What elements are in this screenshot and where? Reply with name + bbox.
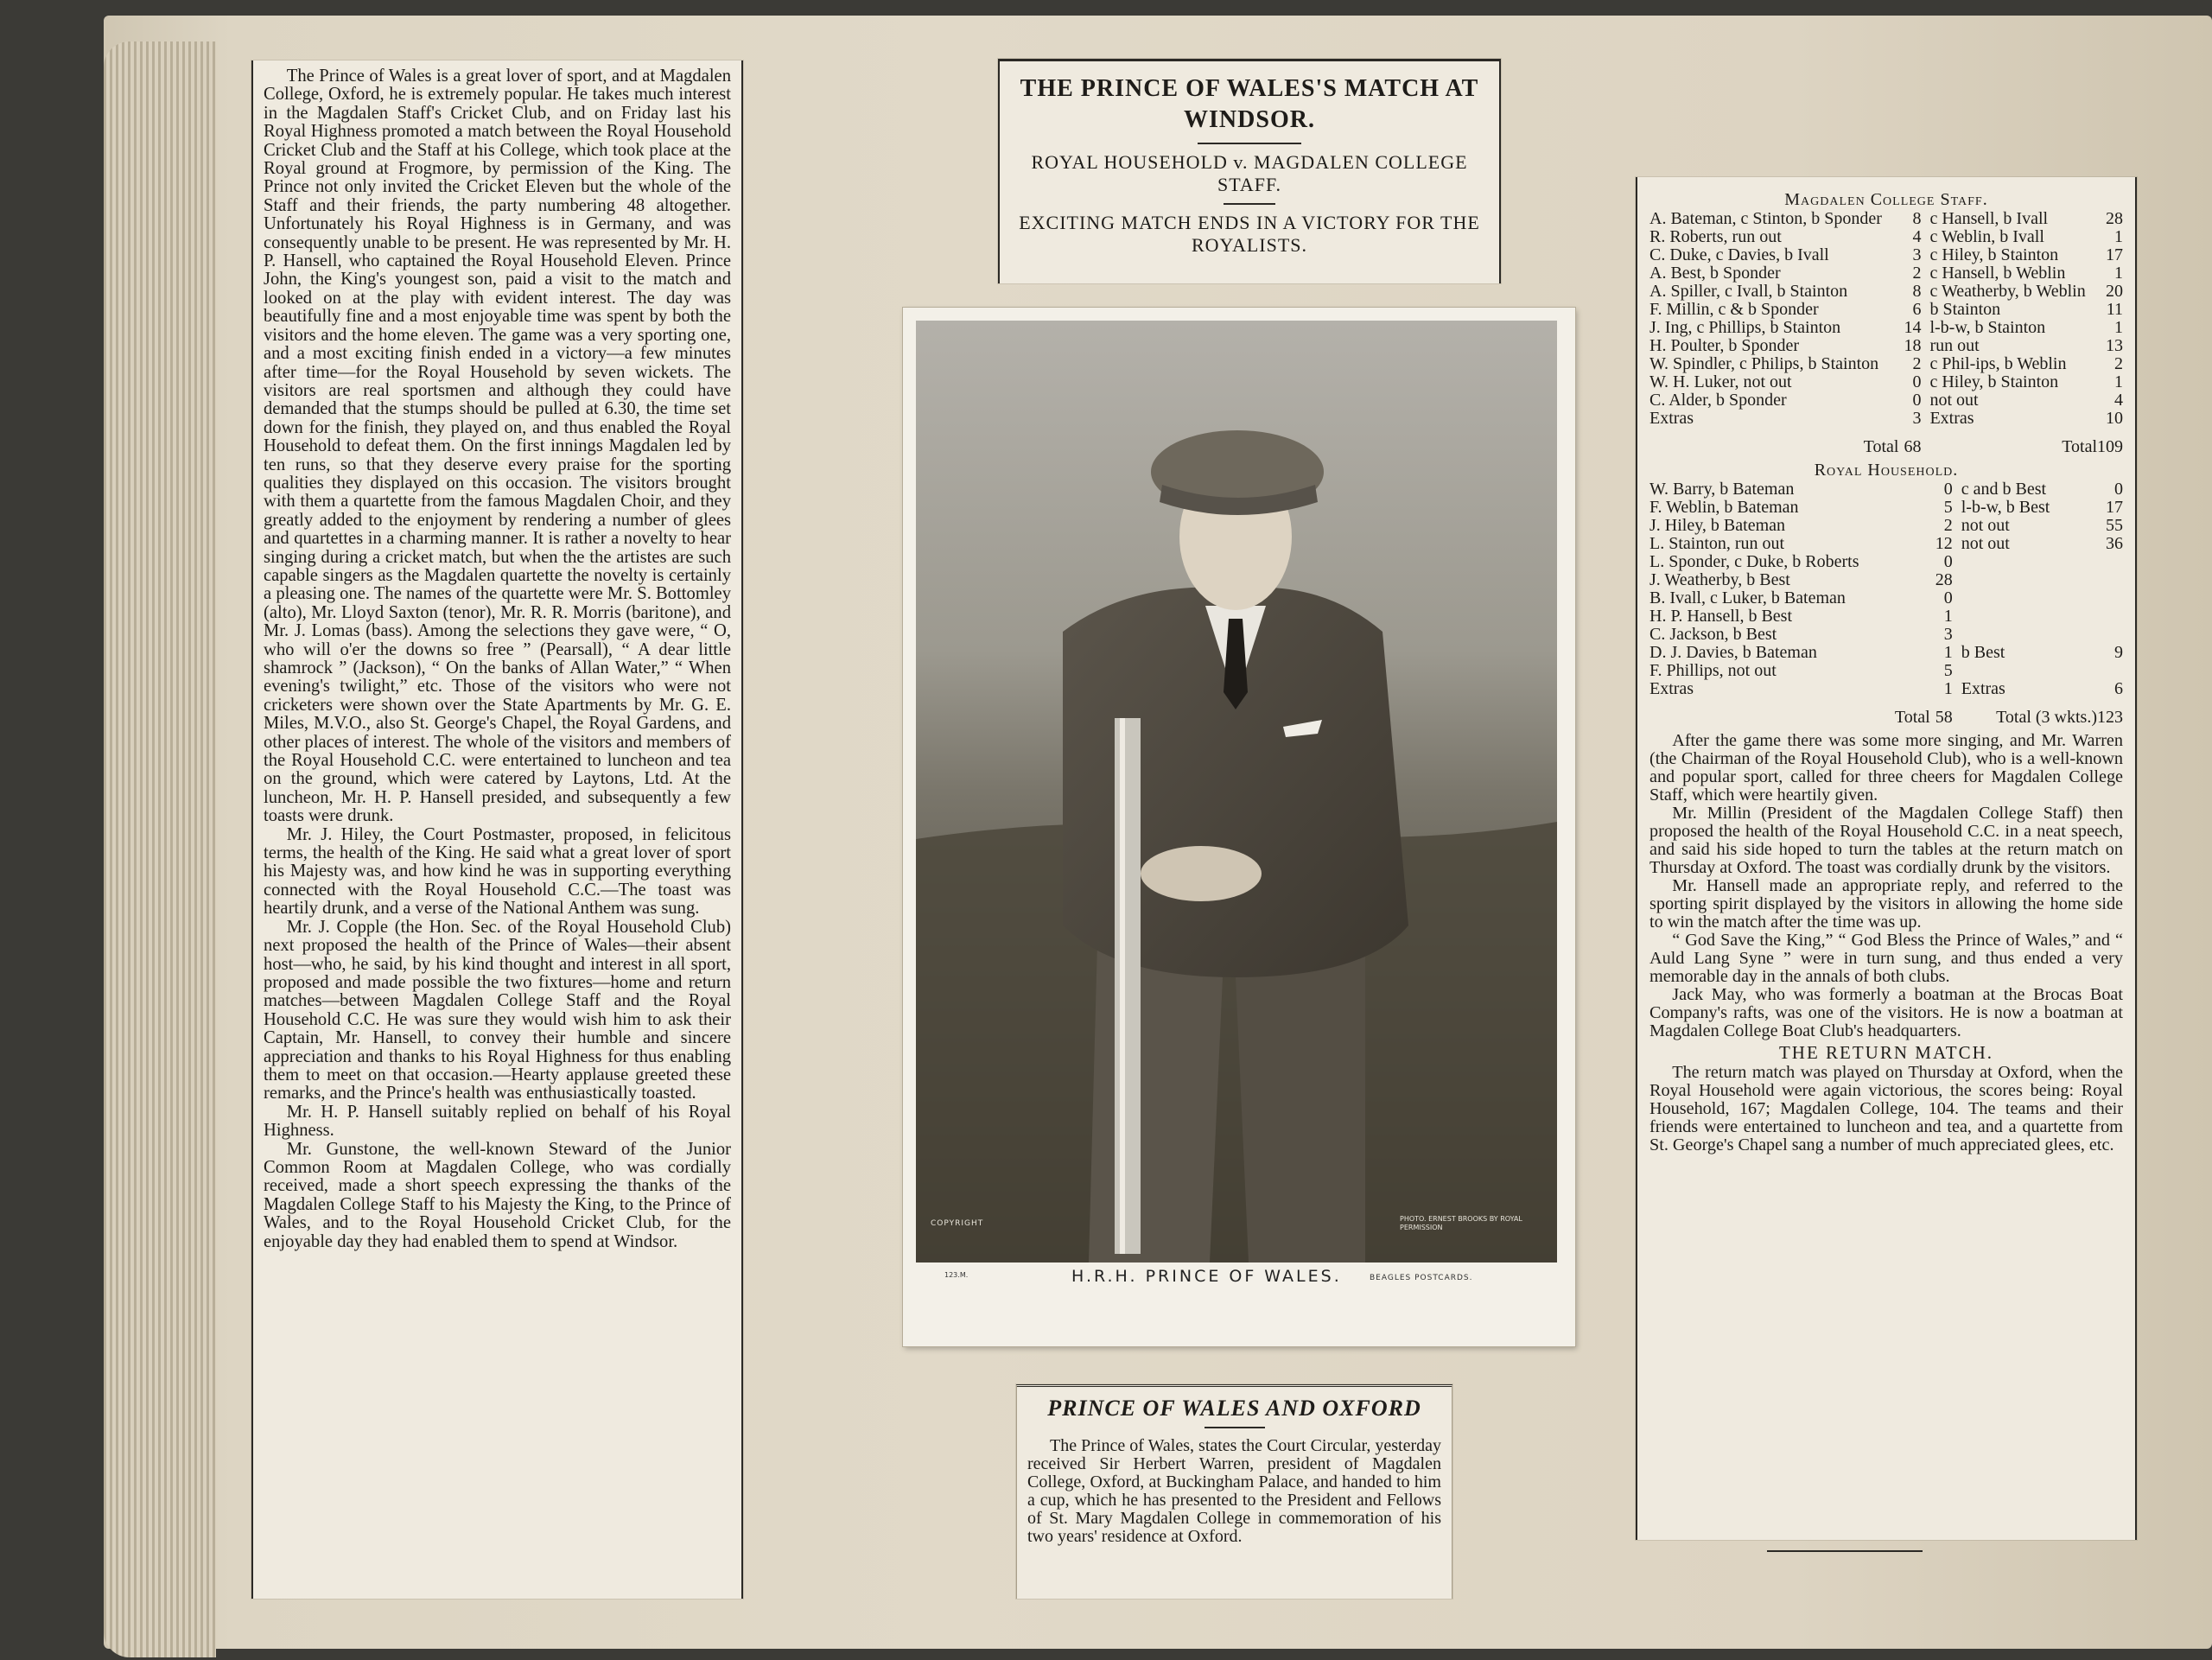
scorecard-row [1649, 535, 2123, 553]
scorecard-row [1649, 264, 2123, 283]
scorecard-row [1649, 589, 2123, 607]
first-innings-runs: 3 [1912, 245, 1922, 264]
article-paragraph: Mr. H. P. Hansell suitably replied on behalf of his Royal Highness. [264, 1102, 731, 1141]
article-paragraph: Mr. Hansell made an appropriate reply, and referred to the sporting spirit displayed by the visitors in allowing the home side to win the match after the time was up. [1649, 876, 2123, 932]
first-innings-runs: 18 [1904, 336, 1922, 355]
first-innings-batsman: C. Jackson, b Best [1649, 625, 1777, 644]
article-paragraph: Mr. J. Hiley, the Court Postmaster, proposed, in felicitous terms, the health of the King. He said what a great lover of sport his Majesty was, and how kind he was in supporting everything connected with the Royal Household C.C.—The toast was heartily drunk, and a verse of the National Anthem was sung. [264, 824, 731, 919]
first-innings-batsman: F. Phillips, not out [1649, 661, 1777, 680]
second-innings-dismissal [1960, 607, 2097, 626]
royal-scorecard [1649, 480, 2123, 727]
second-innings-dismissal: c Hiley, b Stainton [1929, 372, 2059, 391]
first-innings-batsman: J. Hiley, b Bateman [1649, 516, 1786, 535]
second-innings-runs: 1 [2114, 372, 2123, 391]
second-innings-runs [2097, 662, 2123, 680]
second-innings-dismissal: Extras [1961, 679, 2005, 698]
scorecard-row [1649, 319, 2123, 337]
first-innings-batsman: C. Alder, b Sponder [1649, 391, 1787, 410]
second-innings-runs: 20 [2106, 282, 2123, 301]
first-innings-runs: 2 [1943, 516, 1953, 535]
second-innings-dismissal: c Hansell, b Ivall [1929, 209, 2049, 228]
page-edges [104, 41, 216, 1657]
headline-title: THE PRINCE OF WALES'S MATCH AT WINDSOR. [1020, 75, 1479, 133]
article-paragraph: Mr. J. Copple (the Hon. Sec. of the Royal Household Club) next proposed the health of the Prince of Wales—their absent host—who, he said, by his kind thought and interest in all sport, proposed and made possible the two fixtures—home and return matches—between Magdalen College Staff and the Royal Household C.C. He was sure they would wish him to ask their Captain, Mr. Hansell, to convey their humble and sincere appreciation and thanks to his Royal Highness for thus enabling them to meet on that occasion.—Hearty applause greeted these remarks, and the Prince's health was enthusiastically toasted. [264, 917, 731, 1103]
first-innings-runs: 5 [1943, 661, 1953, 680]
headline-clipping [998, 59, 1501, 283]
first-innings-batsman: W. Spindler, c Philips, b Stainton [1649, 354, 1879, 373]
article-paragraph: Mr. Gunstone, the well-known Steward of the Junior Common Room at Magdalen College, who was cordially received, made a short speech expressing the thanks of the Magdalen College Staff to his Majesty the King, to the Prince of Wales, and to the Royal Household Cricket Club, for the enjoyable day they had enabled them to spend at Windsor. [264, 1139, 731, 1251]
first-innings-batsman: W. H. Luker, not out [1649, 372, 1792, 391]
scorecard-row [1649, 373, 2123, 391]
second-innings-total-label: Total (3 wkts.) [1996, 708, 2097, 727]
first-innings-runs: 5 [1943, 498, 1953, 517]
first-innings-batsman: D. J. Davies, b Bateman [1649, 643, 1817, 662]
first-innings-runs: 2 [1912, 264, 1922, 283]
oxford-title: PRINCE OF WALES AND OXFORD [1047, 1396, 1421, 1421]
second-innings-dismissal: run out [1929, 336, 1980, 355]
photo-caption-bar [903, 1260, 1575, 1312]
scorecard-row [1649, 301, 2123, 319]
second-innings-runs: 1 [2114, 227, 2123, 246]
scorecard-row [1649, 499, 2123, 517]
first-innings-batsman: R. Roberts, run out [1649, 227, 1782, 246]
second-innings-dismissal: l-b-w, b Stainton [1929, 318, 2046, 337]
article-paragraph: “ God Save the King,” “ God Bless the Prince of Wales,” and “ Auld Lang Syne ” were in turn sung, and thus ended a very memorable day in the annals of both clubs. [1649, 931, 2123, 986]
second-innings-dismissal [1960, 589, 2097, 607]
scorecard-clipping [1636, 177, 2137, 1540]
first-innings-batsman: W. Barry, b Bateman [1649, 480, 1795, 499]
second-innings-dismissal [1960, 662, 2097, 680]
first-innings-total: 68 [1904, 437, 1922, 456]
second-innings-runs [2097, 553, 2123, 571]
scorecard-row [1649, 355, 2123, 373]
scorecard-row [1649, 210, 2123, 228]
scorecard-row [1649, 662, 2123, 680]
second-innings-runs: 2 [2114, 354, 2123, 373]
first-innings-batsman: Extras [1649, 409, 1694, 428]
second-innings-dismissal [1960, 553, 2097, 571]
second-innings-dismissal: not out [1961, 516, 2010, 535]
first-innings-batsman: H. Poulter, b Sponder [1649, 336, 1800, 355]
first-innings-total: 58 [1935, 708, 1953, 727]
royal-heading: Royal Household. [1814, 461, 1959, 480]
first-innings-runs: 28 [1935, 570, 1953, 589]
scorecard-row [1649, 644, 2123, 662]
first-innings-runs: 8 [1912, 209, 1922, 228]
oxford-clipping [1016, 1384, 1452, 1599]
second-innings-runs: 36 [2106, 534, 2123, 553]
second-innings-dismissal: not out [1929, 391, 1979, 410]
second-innings-runs: 17 [2106, 498, 2123, 517]
second-innings-runs: 55 [2106, 516, 2123, 535]
second-innings-runs: 6 [2114, 679, 2123, 698]
first-innings-batsman: L. Sponder, c Duke, b Roberts [1649, 552, 1859, 571]
first-innings-runs: 0 [1943, 588, 1953, 607]
photo-caption: H.R.H. PRINCE OF WALES. [1071, 1267, 1342, 1286]
first-innings-batsman: A. Spiller, c Ivall, b Stainton [1649, 282, 1848, 301]
first-innings-batsman: H. P. Hansell, b Best [1649, 607, 1792, 626]
second-innings-dismissal: c Hiley, b Stainton [1929, 245, 2059, 264]
photo-credit: PHOTO. ERNEST BROOKS BY ROYAL PERMISSION [1400, 1215, 1522, 1231]
second-innings-dismissal: b Best [1961, 643, 2005, 662]
second-innings-dismissal: c and b Best [1961, 480, 2047, 499]
scorecard-row [1649, 246, 2123, 264]
first-innings-runs: 8 [1912, 282, 1922, 301]
second-innings-dismissal: not out [1961, 534, 2010, 553]
first-innings-batsman: A. Bateman, c Stinton, b Sponder [1649, 209, 1882, 228]
second-innings-dismissal: c Phil-ips, b Weblin [1929, 354, 2067, 373]
scorecard-row [1649, 553, 2123, 571]
second-innings-dismissal: c Weblin, b Ivall [1929, 227, 2044, 246]
first-innings-runs: 12 [1935, 534, 1953, 553]
scorecard-row [1649, 571, 2123, 589]
second-innings-dismissal: c Weatherby, b Weblin [1929, 282, 2086, 301]
first-innings-batsman: L. Stainton, run out [1649, 534, 1785, 553]
second-innings-runs [2097, 607, 2123, 626]
second-innings-dismissal: Extras [1929, 409, 1974, 428]
second-innings-runs: 1 [2114, 318, 2123, 337]
first-innings-batsman: A. Best, b Sponder [1649, 264, 1781, 283]
return-match-heading: THE RETURN MATCH. [1778, 1042, 1994, 1063]
second-innings-dismissal: b Stainton [1929, 300, 2001, 319]
prince-portrait-illustration [916, 321, 1557, 1262]
headline-deck: EXCITING MATCH ENDS IN A VICTORY FOR THE ROYALISTS. [1019, 212, 1480, 256]
first-innings-runs: 0 [1912, 391, 1922, 410]
article-paragraph: The return match was played on Thursday at Oxford, when the Royal Household were again victorious, the scores being: Royal Household, 167; Magdalen College, 104. The teams and their friends were entertained to luncheon and tea, and a quartette from St. George's Chapel sang a number of much appreciated glees, etc. [1649, 1063, 2123, 1154]
copyright-mark: COPYRIGHT [931, 1219, 984, 1228]
second-innings-runs: 1 [2114, 264, 2123, 283]
scorecard-row [1649, 480, 2123, 499]
magdalen-scorecard [1649, 210, 2123, 456]
first-innings-runs: 6 [1912, 300, 1922, 319]
scorecard-row [1649, 680, 2123, 698]
second-innings-total: 123 [2097, 708, 2123, 727]
first-innings-total-label: Total [1863, 437, 1899, 456]
scorecard-row [1649, 626, 2123, 644]
second-innings-total: 109 [2097, 437, 2123, 456]
first-innings-batsman: Extras [1649, 679, 1694, 698]
oxford-body: The Prince of Wales, states the Court Circular, yesterday received Sir Herbert Warren, president of Magdalen College, Oxford, at Buckingham Palace, and handed to him a cup, which he has presented to the President and Fellows of St. Mary Magdalen College in commemoration of his two years' residence at Oxford. [1027, 1436, 1441, 1546]
first-innings-runs: 0 [1943, 552, 1953, 571]
second-innings-runs: 9 [2114, 643, 2123, 662]
first-innings-batsman: J. Ing, c Phillips, b Stainton [1649, 318, 1841, 337]
scorecard-total-row [1649, 698, 2123, 727]
postcard-publisher: BEAGLES POSTCARDS. [1370, 1274, 1473, 1282]
divider [1767, 1550, 1923, 1552]
second-innings-dismissal: l-b-w, b Best [1961, 498, 2050, 517]
first-innings-runs: 14 [1904, 318, 1922, 337]
second-innings-runs: 28 [2106, 209, 2123, 228]
first-innings-batsman: B. Ivall, c Luker, b Bateman [1649, 588, 1846, 607]
scorecard-row [1649, 607, 2123, 626]
second-innings-runs: 13 [2106, 336, 2123, 355]
second-innings-total-label: Total [2062, 437, 2097, 456]
second-innings-runs: 10 [2106, 409, 2123, 428]
scorecard-row [1649, 337, 2123, 355]
second-innings-dismissal: c Hansell, b Weblin [1929, 264, 2066, 283]
first-innings-runs: 1 [1943, 679, 1953, 698]
article-paragraph: The Prince of Wales is a great lover of sport, and at Magdalen College, Oxford, he is extremely popular. He takes much interest in the Magdalen Staff's Cricket Club, and on Friday last his Royal Highness promoted a match between the Royal Household Cricket Club and the Staff at his College, which took place at the Royal ground at Frogmore, by permission of the King. The Prince not only invited the Cricket Eleven but the whole of the Staff and their friends, the party numbering 48 altogether. Unfortunately his Royal Highness is in Germany, and was consequently unable to be present. He was represented by Mr. H. P. Hansell, who captained the Royal Household Eleven. Prince John, the King's youngest son, paid a visit to the match and looked on at the play with evident interest. The day was beautifully fine and a most enjoyable time was spent by both the visitors and the home eleven. The game was a very sporting one, and a most exciting finish ended in a victory—a few minutes after time—for the Royal Household by seven wickets. The visitors are real sportsmen and although they could have demanded that the stumps should be pulled at 6.30, the time set down for the finish, they played on, and thus enabled the Royal Household to defeat them. On the first innings Magdalen led by ten runs, so that they deserve every praise for the sporting qualities they displayed on this occasion. The visitors brought with them a quartette from the famous Magdalen Choir, and they greatly added to the enjoyment by rendering a number of glees and quartettes in a charming manner. It is rather a novelty to hear singing during a cricket match, but when the the artistes are such capable singers as the Magdalen quartette the novelty is certainly a pleasing one. The names of the quartette were Mr. S. Bottomley (alto), Mr. Lloyd Saxton (tenor), Mr. R. R. Morris (baritone), and Mr. J. Lomas (bass). Among the selections they gave were, “ O, who will o'er the downs so free ” (Pearsall), “ A dear little shamrock ” (Jackson), “ On the banks of Allan Water,” “ When evening's twilight,” etc. Those of the visitors who were not cricketers were shown over the State Apartments by Mr. G. E. Miles, M.V.O., also St. George's Chapel, the Royal Gardens, and other places of interest. The whole of the visitors and members of the Royal Household C.C. were entertained to luncheon and tea on the ground, which were catered by Laytons, Ltd. At the luncheon, Mr. H. P. Hansell presided, and subsequently a few toasts were drunk. [264, 67, 731, 826]
prince-photo-postcard [903, 308, 1575, 1346]
first-innings-runs: 0 [1912, 372, 1922, 391]
divider [1224, 203, 1275, 205]
first-innings-runs: 0 [1943, 480, 1953, 499]
scorecard-row [1649, 517, 2123, 535]
article-paragraph: After the game there was some more singing, and Mr. Warren (the Chairman of the Royal Household Club), who is a well-known and popular sport, called for three cheers for Magdalen College Staff, which were heartily given. [1649, 731, 2123, 805]
second-innings-runs: 4 [2114, 391, 2123, 410]
first-innings-runs: 1 [1943, 643, 1953, 662]
magdalen-heading: Magdalen College Staff. [1784, 190, 1988, 209]
second-innings-runs: 0 [2114, 480, 2123, 499]
first-innings-total-label: Total [1894, 708, 1930, 727]
headline-subtitle: ROYAL HOUSEHOLD v. MAGDALEN COLLEGE STAFF. [1031, 151, 1468, 195]
report-continuation [1649, 732, 2123, 1154]
first-innings-batsman: F. Weblin, b Bateman [1649, 498, 1799, 517]
photo-image [916, 321, 1557, 1262]
second-innings-runs [2097, 626, 2123, 644]
scorecard-row [1649, 228, 2123, 246]
second-innings-dismissal [1960, 626, 2097, 644]
article-paragraph: Jack May, who was formerly a boatman at the Brocas Boat Company's rafts, was one of the visitors. He is now a boatman at Magdalen College Boat Club's headquarters. [1649, 985, 2123, 1040]
scorecard-row [1649, 391, 2123, 410]
first-innings-runs: 1 [1943, 607, 1953, 626]
second-innings-runs [2097, 571, 2123, 589]
article-paragraph: Mr. Millin (President of the Magdalen College Staff) then proposed the health of the Royal Household C.C. in a neat speech, and said his side hoped to turn the tables at the return match on Thursday at Oxford. The toast was cordially drunk by the visitors. [1649, 804, 2123, 877]
divider [1205, 1427, 1265, 1428]
first-innings-batsman: F. Millin, c & b Sponder [1649, 300, 1819, 319]
first-innings-runs: 4 [1912, 227, 1922, 246]
scorecard-row [1649, 283, 2123, 301]
second-innings-runs: 17 [2106, 245, 2123, 264]
second-innings-runs: 11 [2106, 300, 2123, 319]
first-innings-batsman: C. Duke, c Davies, b Ivall [1649, 245, 1829, 264]
second-innings-runs [2097, 589, 2123, 607]
scorecard-total-row [1649, 428, 2123, 456]
postcard-number: 123.M. [944, 1271, 969, 1279]
scorecard-row [1649, 410, 2123, 428]
first-innings-runs: 2 [1912, 354, 1922, 373]
divider [1198, 143, 1301, 144]
first-innings-runs: 3 [1912, 409, 1922, 428]
left-article-clipping [251, 60, 743, 1599]
first-innings-runs: 3 [1943, 625, 1953, 644]
second-innings-dismissal [1960, 571, 2097, 589]
first-innings-batsman: J. Weatherby, b Best [1649, 570, 1790, 589]
